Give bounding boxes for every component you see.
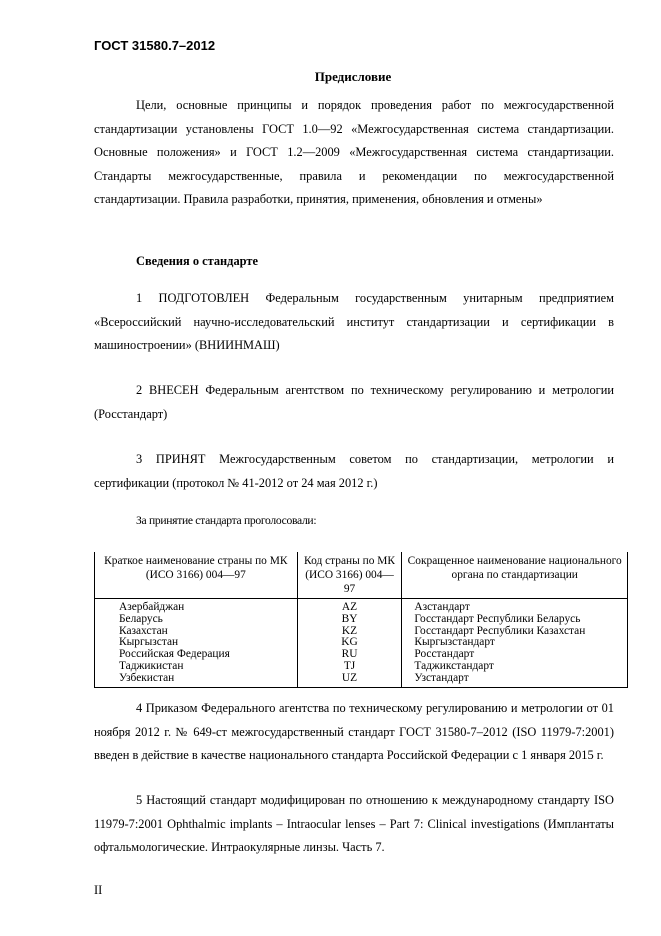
- subsection-title: Сведения о стандарте: [136, 254, 258, 268]
- vote-intro: За принятие стандарта проголосовали:: [136, 514, 317, 527]
- table-row: [95, 661, 628, 673]
- section-title: Предисловие: [314, 69, 392, 84]
- intro-paragraph: Цели, основные принципы и порядок проведения работ по межгосударственной стандартизации установлены ГОСТ 1.0—92 «Межгосударственная система стандартизации. Основные положения» и ГОСТ 1.2—2009 «Межгосударственная система стандартизации. Стандарты межгосударственные, правила и рекомендации по межгосударственной стандартизации. Правила разработки, принятия, применения, обновления и отмены»: [94, 98, 614, 206]
- code-cell: AZ: [297, 599, 402, 614]
- code-cell: KZ: [297, 626, 402, 638]
- body-cell: Таджикстандарт: [402, 661, 628, 673]
- header-body: Сокращенное наименование национального органа по стандартизации: [402, 552, 628, 599]
- voting-table: [94, 552, 628, 688]
- country-cell: Казахстан: [95, 626, 298, 638]
- item-2-paragraph: 2 ВНЕСЕН Федеральным агентством по техническому регулированию и метрологии (Росстандарт): [94, 383, 614, 421]
- item-4-paragraph: 4 Приказом Федерального агентства по техническому регулированию и метрологии от 01 ноября 2012 г. № 649-ст межгосударственный стандарт ГОСТ 31580-7–2012 (ISO 11979-7:2001) введен в действие в качестве национального стандарта Российской Федерации с 1 января 2015 г.: [94, 701, 614, 762]
- item-1-paragraph: 1 ПОДГОТОВЛЕН Федеральным государственным унитарным предприятием «Всероссийский научно-исследовательский институт стандартизации и сертификации в машиностроении» (ВНИИНМАШ): [94, 291, 614, 352]
- code-cell: BY: [297, 614, 402, 626]
- header-country: Краткое наименование страны по МК (ИСО 3166) 004—97: [95, 552, 298, 599]
- table-header-row: [95, 552, 628, 599]
- item-3-paragraph: 3 ПРИНЯТ Межгосударственным советом по стандартизации, метрологии и сертификации (протокол № 41-2012 от 24 мая 2012 г.): [94, 452, 614, 490]
- country-cell: Беларусь: [95, 614, 298, 626]
- table-row: [95, 614, 628, 626]
- body-cell: Росстандарт: [402, 649, 628, 661]
- code-cell: KG: [297, 637, 402, 649]
- country-cell: Таджикистан: [95, 661, 298, 673]
- document-header: ГОСТ 31580.7–2012: [94, 38, 216, 53]
- body-cell: Кыргызстандарт: [402, 637, 628, 649]
- code-cell: UZ: [297, 673, 402, 687]
- country-cell: Кыргызстан: [95, 637, 298, 649]
- code-cell: RU: [297, 649, 402, 661]
- code-cell: TJ: [297, 661, 402, 673]
- country-cell: Российская Федерация: [95, 649, 298, 661]
- body-cell: Госстандарт Республики Беларусь: [402, 614, 628, 626]
- page-number: II: [94, 883, 103, 897]
- body-cell: Азстандарт: [402, 599, 628, 614]
- table-row: [95, 599, 628, 614]
- header-code: Код страны по МК (ИСО 3166) 004—97: [297, 552, 402, 599]
- body-cell: Узстандарт: [402, 673, 628, 687]
- body-cell: Госстандарт Республики Казахстан: [402, 626, 628, 638]
- country-cell: Азербайджан: [95, 599, 298, 614]
- table-row: [95, 673, 628, 687]
- item-5-paragraph: 5 Настоящий стандарт модифицирован по отношению к международному стандарту ISO 11979-7:2001 Ophthalmic implants – Intraocular lenses – Part 7: Clinical investigations (Имплантаты офтальмологические. Интраокулярные линзы. Часть 7.: [94, 793, 614, 854]
- country-cell: Узбекистан: [95, 673, 298, 687]
